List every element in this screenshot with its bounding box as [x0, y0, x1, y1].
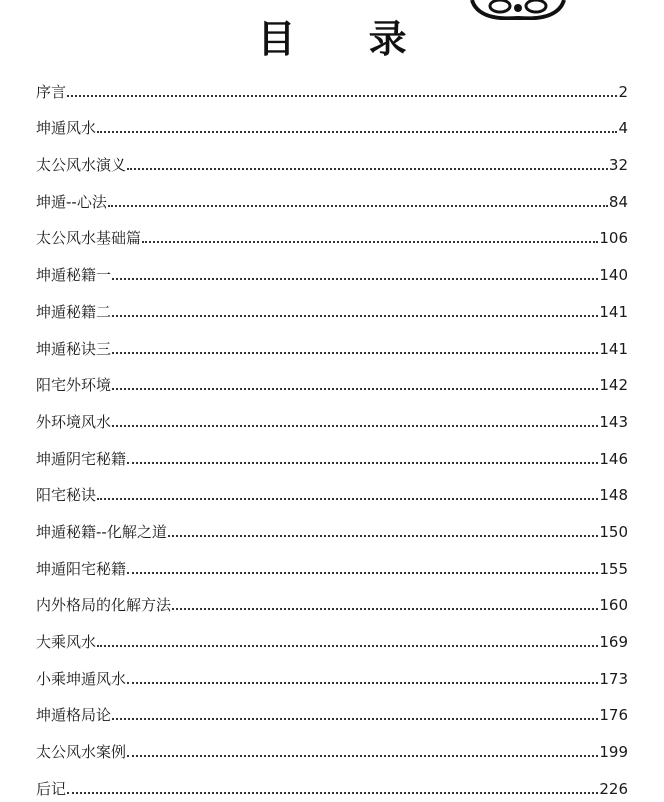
toc-dot-leader: [97, 131, 617, 133]
toc-entry-title: 外环境风水: [36, 412, 112, 431]
toc-dot-leader: [127, 682, 598, 684]
toc-entry-page-number: 169: [599, 633, 628, 651]
toc-entry-title: 阳宅外环境: [36, 376, 112, 395]
toc-entry[interactable]: [36, 541, 628, 578]
toc-dot-leader: [97, 645, 598, 647]
toc-entry-page-number: 106: [599, 229, 628, 248]
toc-entry-title: 坤遁阴宅秘籍: [36, 449, 127, 468]
toc-entry-page-number: 146: [599, 449, 628, 468]
toc-dot-leader: [112, 315, 598, 317]
toc-entry[interactable]: [36, 284, 628, 321]
toc-dot-leader: [108, 205, 608, 207]
toc-entry[interactable]: [36, 614, 628, 651]
toc-entry[interactable]: [36, 761, 628, 798]
toc-entry-page-number: 143: [599, 412, 628, 431]
toc-entry-page-number: 226: [599, 779, 628, 798]
toc-dot-leader: [112, 278, 598, 280]
toc-entry-page-number: 140: [599, 266, 628, 285]
toc-entry-title: 坤遁格局论: [36, 706, 112, 725]
toc-entry[interactable]: [36, 101, 628, 138]
toc-dot-leader: [127, 572, 598, 574]
toc-entry-title: 太公风水案例: [36, 743, 127, 762]
toc-entry-page-number: 4: [618, 119, 628, 138]
toc-dot-leader: [112, 388, 598, 390]
toc-entry[interactable]: [36, 174, 628, 211]
toc-dot-leader: [112, 718, 598, 720]
toc-entry-title: 坤遁秘籍--化解之道: [36, 522, 167, 541]
toc-entry[interactable]: [36, 321, 628, 358]
toc-entry[interactable]: [36, 64, 628, 101]
toc-entry-title: 坤遁秘籍一: [36, 266, 112, 285]
toc-entry-title: 阳宅秘诀: [36, 486, 97, 505]
toc-dot-leader: [172, 608, 598, 610]
toc-entry-page-number: 176: [599, 706, 628, 725]
toc-dot-leader: [142, 241, 598, 243]
toc-dot-leader: [127, 462, 598, 464]
toc-entry[interactable]: [36, 358, 628, 395]
toc-entry-title: 坤遁阳宅秘籍: [36, 559, 127, 578]
toc-entry[interactable]: [36, 247, 628, 284]
toc-entry-title: 大乘风水: [36, 633, 97, 651]
toc-entry-page-number: 150: [599, 522, 628, 541]
toc-entry-title: 序言: [36, 82, 67, 101]
toc-entry[interactable]: [36, 211, 628, 248]
toc-dot-leader: [127, 168, 608, 170]
toc-entry[interactable]: [36, 578, 628, 615]
toc-entry-title: 太公风水演义: [36, 156, 127, 175]
toc-entry[interactable]: [36, 431, 628, 468]
toc-entry-page-number: 173: [599, 669, 628, 688]
table-of-contents: [36, 64, 628, 798]
toc-entry-title: 坤遁秘籍二: [36, 302, 112, 321]
toc-entry-page-number: 84: [608, 192, 628, 211]
toc-dot-leader: [127, 755, 598, 757]
toc-dot-leader: [67, 95, 617, 97]
toc-entry-page-number: 142: [599, 376, 628, 395]
toc-entry-title: 内外格局的化解方法: [36, 596, 172, 615]
toc-entry[interactable]: [36, 394, 628, 431]
toc-dot-leader: [97, 498, 598, 500]
toc-entry-title: 后记: [36, 779, 67, 798]
toc-dot-leader: [112, 425, 598, 427]
toc-entry-page-number: 32: [608, 156, 628, 175]
toc-entry-page-number: 199: [599, 743, 628, 762]
toc-entry-title: 坤遁风水: [36, 119, 97, 138]
toc-entry-page-number: 160: [599, 596, 628, 615]
toc-entry-title: 小乘坤遁风水: [36, 669, 127, 688]
toc-entry[interactable]: [36, 688, 628, 725]
toc-entry-title: 坤遁--心法: [36, 192, 107, 211]
toc-entry-page-number: 2: [618, 82, 628, 101]
toc-entry-page-number: 148: [599, 486, 628, 505]
toc-entry[interactable]: [36, 468, 628, 505]
toc-entry-title: 太公风水基础篇: [36, 229, 142, 248]
toc-entry[interactable]: [36, 137, 628, 174]
toc-entry-page-number: 155: [599, 559, 628, 578]
toc-dot-leader: [112, 352, 598, 354]
toc-entry[interactable]: [36, 724, 628, 761]
toc-entry-page-number: 141: [599, 302, 628, 321]
toc-entry[interactable]: [36, 651, 628, 688]
toc-dot-leader: [168, 535, 599, 537]
toc-entry-title: 坤遁秘诀三: [36, 339, 112, 358]
toc-entry-page-number: 141: [599, 339, 628, 358]
toc-entry[interactable]: [36, 504, 628, 541]
page-title: 目 录: [257, 17, 437, 61]
toc-dot-leader: [67, 792, 598, 794]
